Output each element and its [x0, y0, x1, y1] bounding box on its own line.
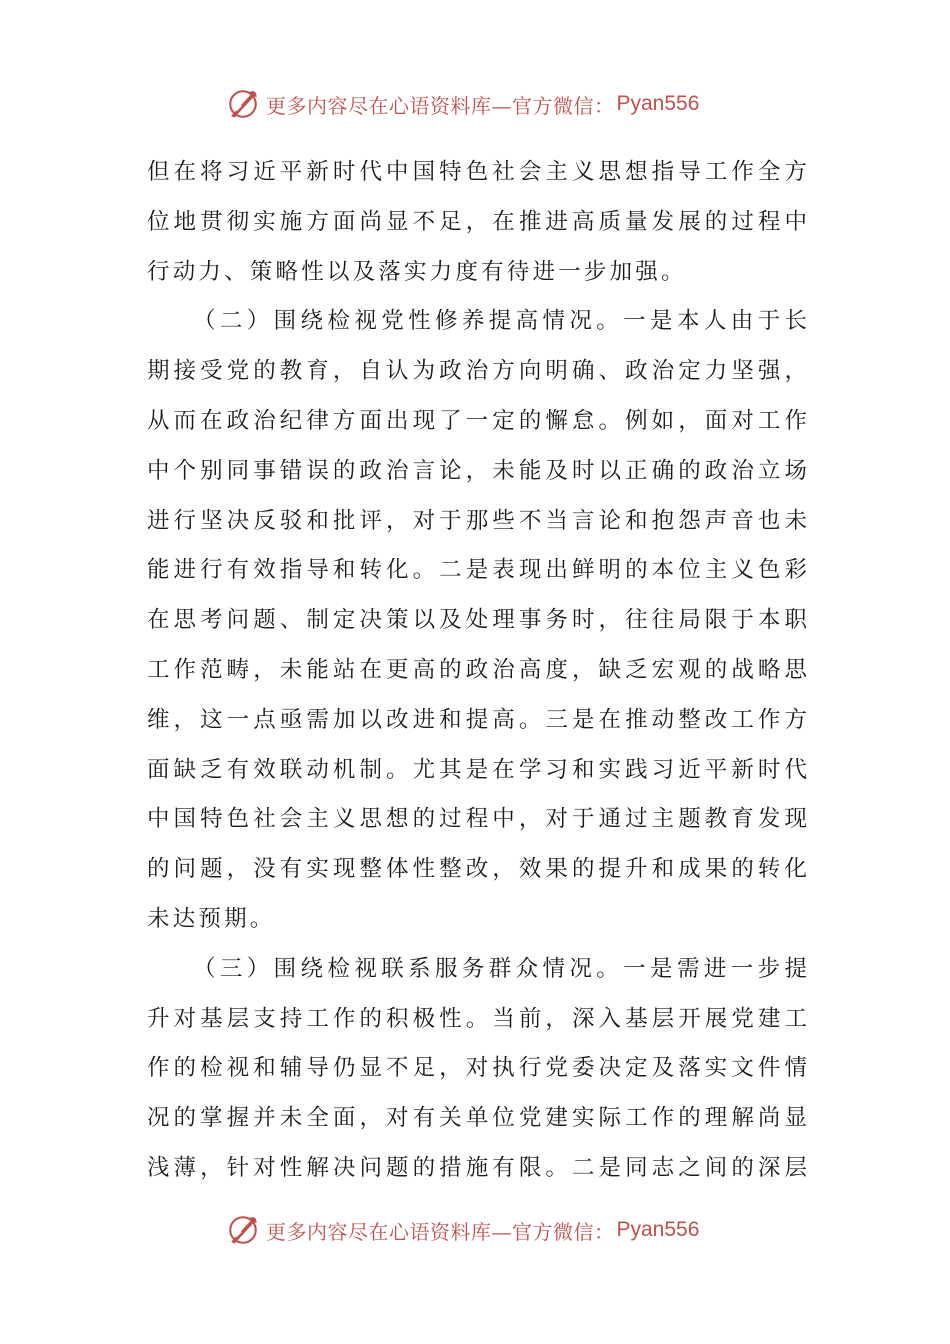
watermark-wechat-id: Pyan556: [616, 92, 700, 115]
footer-watermark: [226, 1212, 699, 1248]
text-line: 但在将习近平新时代中国特色社会主义思想指导工作全方: [147, 159, 807, 185]
text-line: 从而在政治纪律方面出现了一定的懈怠。例如，面对工作: [147, 407, 807, 434]
text-line: （三）围绕检视联系服务群众情况。一是需进一步提: [193, 955, 807, 982]
header-watermark: [226, 86, 699, 122]
text-line: 能进行有效指导和转化。二是表现出鲜明的本位主义色彩: [147, 557, 807, 584]
watermark-text: 更多内容尽在心语资料库—官方微信：: [266, 93, 615, 118]
text-line: 行动力、策略性以及落实力度有待进一步加强。: [147, 258, 687, 285]
text-line: 未达预期。: [147, 905, 276, 932]
text-line: （二）围绕检视党性修养提高情况。一是本人由于长: [193, 308, 807, 335]
text-line: 期接受党的教育，自认为政治方向明确、政治定力坚强，: [147, 358, 807, 385]
text-line: 中国特色社会主义思想的过程中，对于通过主题教育发现: [147, 806, 807, 833]
text-line: 中个别同事错误的政治言论，未能及时以正确的政治立场: [147, 457, 807, 484]
text-line: 升对基层支持工作的积极性。当前，深入基层开展党建工: [147, 1005, 807, 1032]
text-line: 位地贯彻实施方面尚显不足，在推进高质量发展的过程中: [147, 208, 807, 235]
text-line: 浅薄，针对性解决问题的措施有限。二是同志之间的深层: [147, 1154, 807, 1181]
text-line: 进行坚决反驳和批评，对于那些不当言论和抱怨声音也未: [147, 507, 807, 534]
text-line: 作的检视和辅导仍显不足，对执行党委决定及落实文件情: [147, 1055, 807, 1082]
text-line: 面缺乏有效联动机制。尤其是在学习和实践习近平新时代: [147, 756, 807, 783]
watermark-wechat-id: Pyan556: [616, 1218, 700, 1241]
text-line: 在思考问题、制定决策以及处理事务时，往往局限于本职: [147, 607, 807, 634]
document-body: [147, 148, 807, 1194]
text-line: 工作范畴，未能站在更高的政治高度，缺乏宏观的战略思: [147, 656, 807, 683]
quill-logo-icon: [226, 87, 260, 121]
text-line: 的问题，没有实现整体性整改，效果的提升和成果的转化: [147, 856, 807, 883]
quill-logo-icon: [226, 1213, 260, 1247]
text-line: 况的掌握并未全面，对有关单位党建实际工作的理解尚显: [147, 1105, 807, 1132]
watermark-text: 更多内容尽在心语资料库—官方微信：: [266, 1219, 615, 1244]
text-line: 维，这一点亟需加以改进和提高。三是在推动整改工作方: [147, 706, 807, 733]
